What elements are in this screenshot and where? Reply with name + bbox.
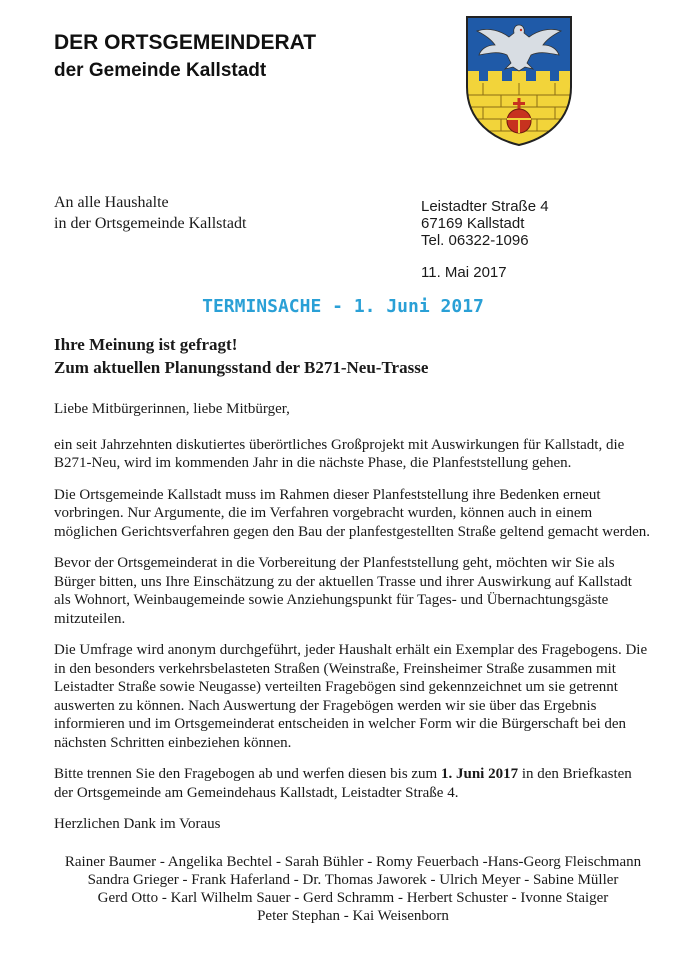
- sender-address: [421, 198, 549, 249]
- paragraph: Die Umfrage wird anonym durchgeführt, jeder Haushalt erhält ein Exemplar des Fragebogens. Die in den besonders verkehrsbelasteten Straßen (Weinstraße, Freinsheimer Straße zusammen mit Leistadter Straße sowie Neugasse) verteilten Fragebögen sind gekennzeichnet um sie getrennt auswerten zu können. Nach Auswertung der Fragebögen werden wir sie über das Ergebnis informieren und im Ortsgemeinderat entscheiden in welcher Form wir die Bürgerschaft bei den nächsten Schritten einbeziehen können.: [54, 642, 648, 751]
- paragraph: Die Ortsgemeinde Kallstadt muss im Rahmen dieser Planfeststellung ihre Bedenken erneut vorbringen. Nur Argumente, die im Verfahren vorgebracht wurden, können auch in einem möglichen Gerichtsverfahren gegen den Bau der planfestgestellten Straße geltend gemacht werden.: [54, 486, 651, 540]
- signers-line: Gerd Otto - Karl Wilhelm Sauer - Gerd Schramm - Herbert Schuster - Ivonne Staiger: [97, 889, 609, 906]
- recipient-block: [54, 192, 246, 234]
- signers-line: Rainer Baumer - Angelika Bechtel - Sarah Bühler - Romy Feuerbach -Hans-Georg Fleischmann: [64, 853, 642, 870]
- recipient-line: in der Ortsgemeinde Kallstadt: [54, 215, 247, 232]
- coat-of-arms-icon: [465, 15, 573, 147]
- subject-line: Zum aktuellen Planungsstand der B271-Neu-Trasse: [54, 358, 429, 377]
- recipient-line: An alle Haushalte: [54, 194, 169, 211]
- subject-block: [54, 333, 428, 379]
- subject-line: Ihre Meinung ist gefragt!: [54, 335, 238, 354]
- closing: Herzlichen Dank im Voraus: [54, 816, 221, 832]
- signers-list: [54, 853, 652, 925]
- paragraph: ein seit Jahrzehnten diskutiertes überörtliches Großprojekt mit Auswirkungen für Kallstadt, die B271-Neu, wird im kommenden Jahr in die nächste Phase, die Planfeststellung gehen.: [54, 436, 625, 471]
- address-street: Leistadter Straße 4: [421, 198, 549, 215]
- text-run: Bitte trennen Sie den Fragebogen ab und werfen diesen bis zum: [54, 766, 441, 782]
- deadline-date: 1. Juni 2017: [440, 766, 519, 782]
- letter-body: [54, 400, 652, 925]
- text-run: in den Briefkasten der Ortsgemeinde am Gemeindehaus Kallstadt, Leistadter Straße 4.: [54, 766, 632, 801]
- signers-line: Sandra Grieger - Frank Haferland - Dr. Thomas Jaworek - Ulrich Meyer - Sabine Müller: [87, 871, 619, 888]
- paragraph-deadline: [54, 765, 652, 802]
- address-phone: Tel. 06322-1096: [421, 232, 529, 249]
- municipality-title: der Gemeinde Kallstadt: [54, 60, 267, 81]
- letter-date: 11. Mai 2017: [421, 264, 507, 281]
- signers-line: Peter Stephan - Kai Weisenborn: [257, 907, 449, 924]
- address-city: 67169 Kallstadt: [421, 215, 525, 232]
- council-title: DER ORTSGEMEINDERAT: [54, 31, 317, 54]
- salutation: Liebe Mitbürgerinnen, liebe Mitbürger,: [54, 401, 290, 417]
- paragraph: Bevor der Ortsgemeinderat in die Vorbereitung der Planfeststellung geht, möchten wir Sie als Bürger bitten, uns Ihre Einschätzung zu der aktuellen Trasse und ihrer Auswirkung auf Kallstadt als Wohnort, Weinbaugemeinde sowie Anziehungspunkt für Tages- und Übernachtungsgäste mitzuteilen.: [54, 555, 632, 627]
- deadline-headline: TERMINSACHE - 1. Juni 2017: [202, 296, 484, 317]
